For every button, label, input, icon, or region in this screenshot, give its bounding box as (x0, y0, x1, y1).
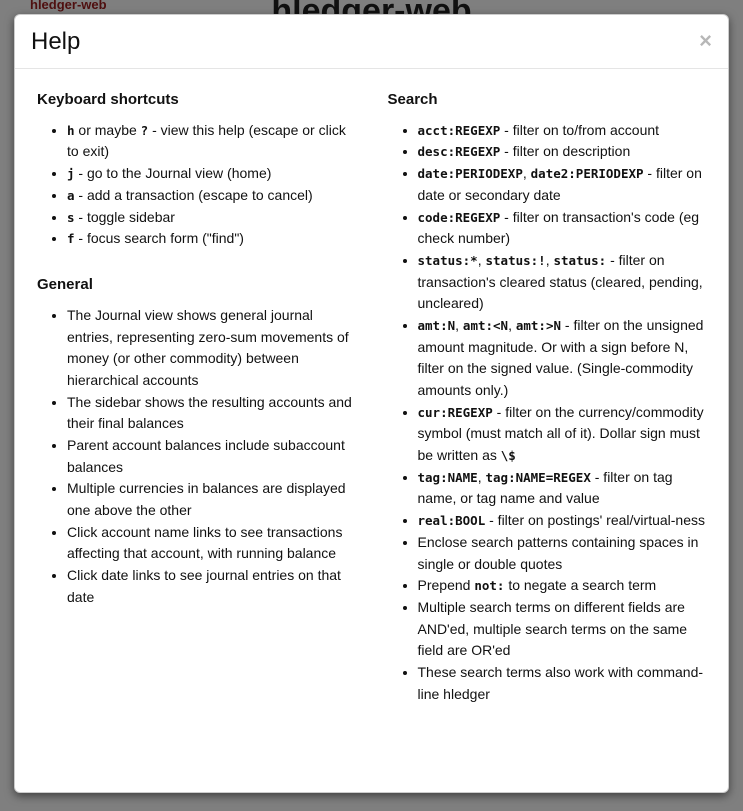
code-term: tag:NAME (417, 469, 478, 485)
list-item: • Multiple currencies in balances are displayed one above the other (67, 478, 360, 521)
code-term: tag:NAME=REGEX (485, 469, 591, 485)
list-item: • The Journal view shows general journal entries, representing zero-sum movements of money (or other commodity) between hierarchical accounts (67, 305, 360, 392)
list-item: • tag:NAME, tag:NAME=REGEX - filter on tag name, or tag name and value (418, 467, 711, 510)
close-icon[interactable]: × (699, 28, 712, 53)
code-term: f (67, 231, 75, 247)
list-item: • Parent account balances include subaccount balances (67, 435, 360, 478)
help-list (388, 120, 711, 706)
modal-body (15, 69, 728, 724)
list-item: • j - go to the Journal view (home) (67, 163, 360, 185)
list-item: • cur:REGEXP - filter on the currency/commodity symbol (must match all of it). Dollar sign must be written as \$ (418, 402, 711, 467)
list-item: • s - toggle sidebar (67, 207, 360, 229)
right-column (388, 89, 711, 714)
code-term: date2:PERIODEXP (530, 166, 644, 182)
help-list (37, 305, 360, 609)
code-term: amt:<N (462, 317, 509, 333)
section-heading: Search (387, 90, 438, 108)
help-list (37, 120, 360, 250)
code-term: \$ (500, 448, 516, 464)
code-term: date:PERIODEXP (417, 166, 523, 182)
list-item: • Prepend not: to negate a search term (418, 575, 711, 597)
code-term: status:! (485, 252, 546, 268)
code-term: amt:N (417, 317, 456, 333)
modal-title: Help (31, 28, 81, 55)
code-term: a (67, 187, 75, 203)
list-item: • status:*, status:!, status: - filter on transaction's cleared status (cleared, pending, uncleared) (418, 250, 711, 315)
list-item: • real:BOOL - filter on postings' real/virtual-ness (418, 510, 711, 532)
code-term: amt:>N (515, 317, 562, 333)
modal-header (15, 15, 728, 69)
list-item: • Multiple search terms on different fields are AND'ed, multiple search terms on the same field are OR'ed (418, 597, 711, 662)
code-term: acct:REGEXP (417, 122, 501, 138)
list-item: • date:PERIODEXP, date2:PERIODEXP - filter on date or secondary date (418, 163, 711, 206)
list-item: • Click date links to see journal entries on that date (67, 565, 360, 608)
code-term: status: (553, 252, 607, 268)
list-item: • Enclose search patterns containing spaces in single or double quotes (418, 532, 711, 575)
list-item: • amt:N, amt:<N, amt:>N - filter on the unsigned amount magnitude. Or with a sign before N, filter on the signed value. (Single-commodity amounts only.) (418, 315, 711, 402)
list-item: • f - focus search form ("find") (67, 228, 360, 250)
code-term: code:REGEXP (417, 209, 501, 225)
code-term: h (67, 122, 75, 138)
code-term: real:BOOL (417, 513, 486, 529)
list-item: • desc:REGEXP - filter on description (418, 141, 711, 163)
code-term: status:* (417, 252, 478, 268)
list-item: • code:REGEXP - filter on transaction's code (eg check number) (418, 207, 711, 250)
help-modal (14, 14, 729, 793)
code-term: j (67, 166, 75, 182)
code-term: cur:REGEXP (417, 404, 493, 420)
code-term: s (67, 209, 75, 225)
section-heading: Keyboard shortcuts (37, 90, 179, 108)
code-term: not: (474, 578, 505, 594)
left-column (37, 89, 360, 714)
section-heading: General (37, 275, 93, 293)
list-item: • The sidebar shows the resulting accounts and their final balances (67, 392, 360, 435)
code-term: ? (140, 122, 149, 138)
list-item: • a - add a transaction (escape to cancel) (67, 185, 360, 207)
list-item: • h or maybe ? - view this help (escape or click to exit) (67, 120, 360, 163)
list-item: • Click account name links to see transactions affecting that account, with running balance (67, 522, 360, 565)
list-item: • These search terms also work with command-line hledger (418, 662, 711, 705)
list-item: • acct:REGEXP - filter on to/from account (418, 120, 711, 142)
code-term: desc:REGEXP (417, 144, 501, 160)
